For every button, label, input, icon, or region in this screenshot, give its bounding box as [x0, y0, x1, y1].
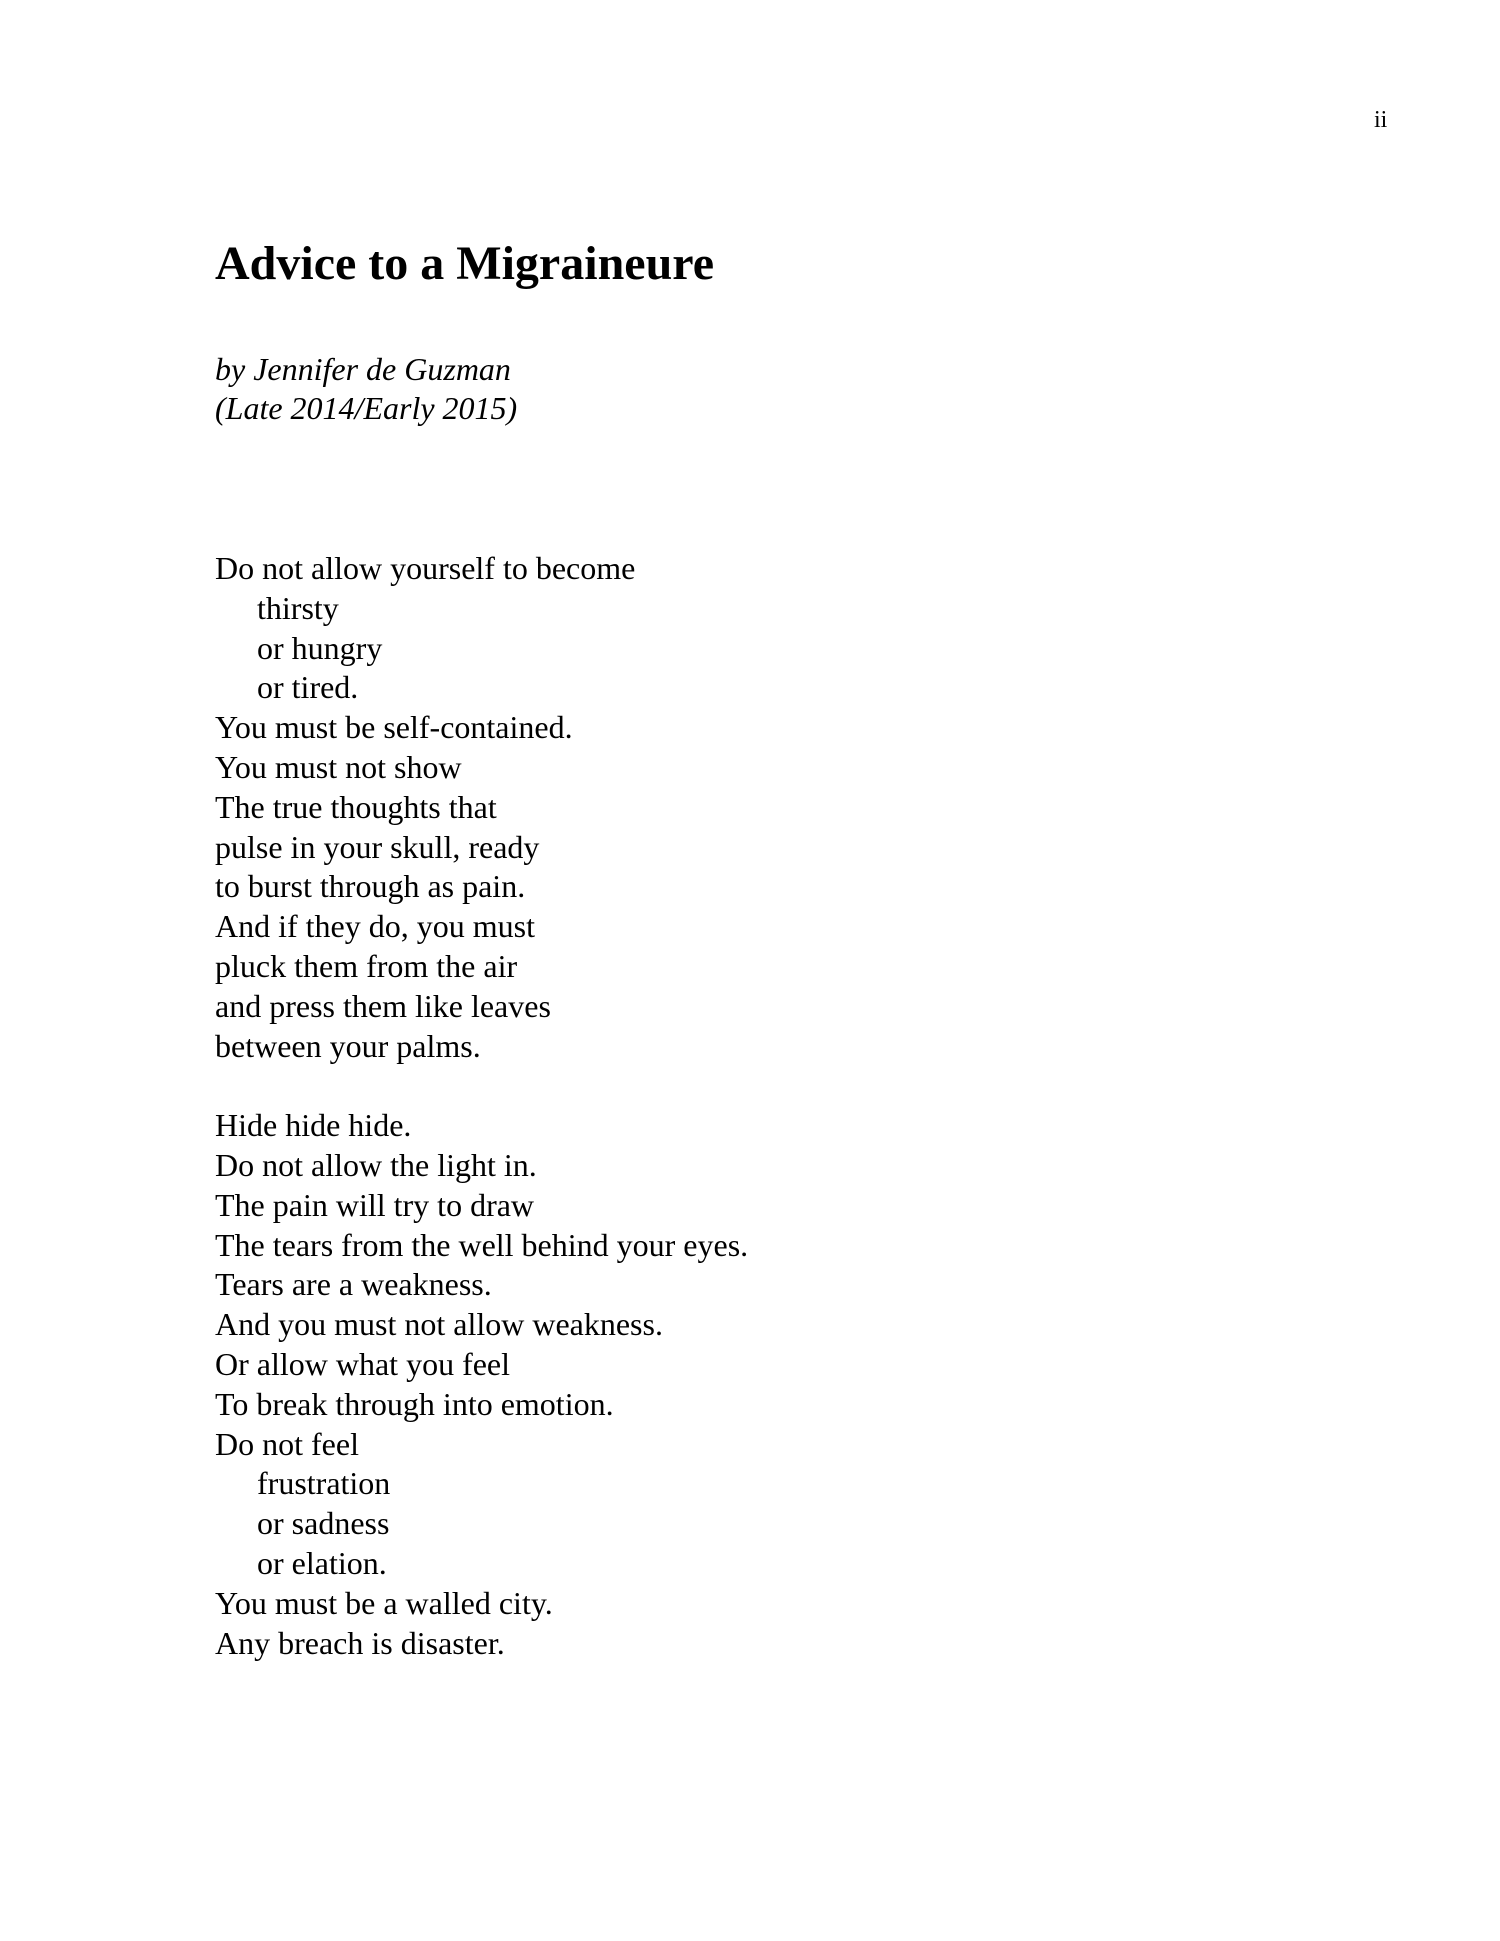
poem-line: pluck them from the air [215, 947, 518, 984]
poem-line: And you must not allow weakness. [215, 1306, 663, 1343]
page-number: ii [1374, 107, 1388, 133]
poem-line: between your palms. [215, 1027, 481, 1064]
stanza-2 [215, 1106, 748, 1663]
poem-line: The tears from the well behind your eyes. [215, 1226, 749, 1263]
poem-line: And if they do, you must [215, 908, 535, 945]
poem-body [215, 549, 748, 1663]
poem-line-indented: frustration [257, 1465, 391, 1502]
poem-line-indented: or tired. [257, 669, 359, 706]
poem-line: The pain will try to draw [215, 1186, 535, 1223]
poem-line: Do not allow yourself to become [215, 550, 636, 586]
poem-line: Do not feel [215, 1425, 359, 1462]
poem-line: Do not allow the light in. [215, 1146, 537, 1183]
poem-line-indented: or sadness [257, 1505, 390, 1542]
poem-line: pulse in your skull, ready [215, 828, 540, 865]
poem-line-indented: thirsty [257, 589, 339, 626]
poem-line: to burst through as pain. [215, 868, 526, 905]
author-line: by Jennifer de Guzman [215, 351, 511, 387]
stanza-1 [215, 549, 748, 1066]
poem-line: You must not show [215, 748, 462, 785]
poem-line: To break through into emotion. [215, 1385, 614, 1422]
poem-title: Advice to a Migraineure [215, 237, 715, 290]
poem-line-indented: or elation. [257, 1544, 387, 1581]
byline [215, 350, 517, 428]
poem-line: Any breach is disaster. [215, 1624, 505, 1661]
poem-line: and press them like leaves [215, 987, 551, 1024]
poem-line: Or allow what you feel [215, 1345, 511, 1382]
poem-line: The true thoughts that [215, 788, 497, 825]
poem-line: You must be self-contained. [215, 709, 573, 746]
poem-line: Hide hide hide. [215, 1107, 412, 1144]
poem-line: You must be a walled city. [215, 1584, 553, 1621]
poem-line-indented: or hungry [257, 629, 383, 666]
poem-line: Tears are a weakness. [215, 1266, 492, 1303]
date-line: (Late 2014/Early 2015) [215, 390, 518, 426]
